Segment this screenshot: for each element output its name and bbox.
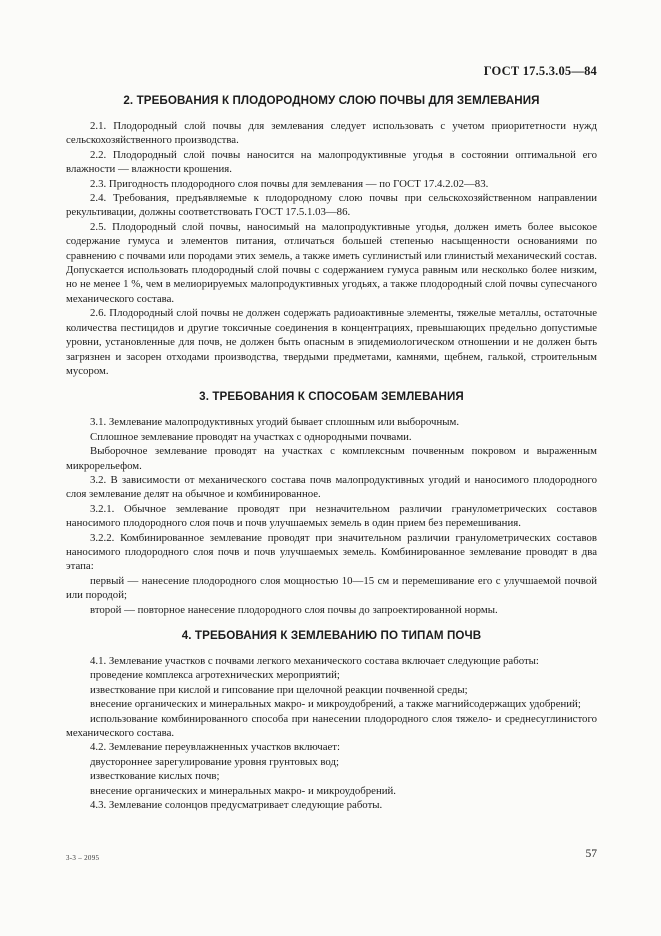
document-code: ГОСТ 17.5.3.05—84	[483, 64, 597, 78]
section-4-title: 4. ТРЕБОВАНИЯ К ЗЕМЛЕВАНИЮ ПО ТИПАМ ПОЧВ	[181, 629, 482, 642]
section-2-title: 2. ТРЕБОВАНИЯ К ПЛОДОРОДНОМУ СЛОЮ ПОЧВЫ ДЛЯ ЗЕМЛЕВАНИЯ	[123, 94, 540, 107]
document-page	[66, 0, 597, 936]
paragraph-2-6: 2.6. Плодородный слой почвы не должен содержать радиоактивные элементы, тяжелые металлы, остаточные количества пестицидов и другие токсичные соединения в концентрациях, превышающих предельно допустимые уровни, установленные для почв, не должен быть опасным в эпидемиологическом отношении и не должен быть загрязнен и засорен отходами производства, твердыми предметами, камнями, щебнем, галькой, строительным мусором.	[66, 307, 597, 377]
paragraph-3-1: 3.1. Землевание малопродуктивных угодий бывает сплошным или выборочным.	[90, 416, 460, 429]
list-item: внесение органических и минеральных макро- и микроудобрений, а также магнийсодержащих удобрений;	[90, 698, 581, 711]
paragraph-3-2-2: 3.2.2. Комбинированное землевание проводят при значительном различии гранулометрических составов наносимого плодородного слоя почв и почв улучшаемых земель. Комбинированное землевание проводят в два этапа:	[66, 531, 597, 573]
list-item: использование комбинированного способа при нанесении плодородного слоя тяжело- и среднесуглинистого механического состава.	[66, 712, 597, 740]
list-item: проведение комплекса агротехнических мероприятий;	[90, 669, 340, 682]
print-order-code: 3-3 – 2095	[66, 854, 100, 862]
section-3-title: 3. ТРЕБОВАНИЯ К СПОСОБАМ ЗЕМЛЕВАНИЯ	[199, 390, 464, 404]
paragraph-3-2: 3.2. В зависимости от механического состава почв малопродуктивных угодий и наносимого плодородного слоя землевание делят на обычное и комбинированное.	[66, 473, 597, 501]
list-item: внесение органических и минеральных макро- и микроудобрений.	[90, 784, 396, 797]
section-3	[66, 388, 597, 617]
paragraph-3-2-2-first: первый — нанесение плодородного слоя мощностью 10—15 см и перемешивание его с улучшаемой почвой или породой;	[66, 574, 597, 602]
list-item: известкование кислых почв;	[90, 770, 220, 783]
paragraph-4-2: 4.2. Землевание переувлажненных участков включает:	[90, 741, 341, 754]
list-item: известкование при кислой и гипсование при щелочной реакции почвенной среды;	[90, 683, 468, 696]
paragraph-2-2: 2.2. Плодородный слой почвы наносится на малопродуктивные угодья в состоянии оптимальной его влажности — влажности крошения.	[66, 148, 597, 176]
document-body	[66, 92, 597, 812]
paragraph-2-5: 2.5. Плодородный слой почвы, наносимый на малопродуктивные угодья, должен иметь более высокое содержание гумуса и элементов питания, отличаться большей степенью насыщенности основаниями по сравнению с почвами или породами этих земель, а также иметь суглинистый или глинистый механический состав. Допускается использовать плодородный слой почвы с содержанием гумуса равным или несколько более низким, но не менее 1 %, чем в мелиорируемых малопродуктивных угодьях, а также плодородный слой почвы супесчаного механического состава.	[66, 220, 597, 305]
paragraph-2-3: 2.3. Пригодность плодородного слоя почвы для землевания — по ГОСТ 17.4.2.02—83.	[90, 177, 489, 190]
paragraph-4-3: 4.3. Землевание солонцов предусматривает следующие работы.	[90, 799, 383, 812]
page-number: 57	[585, 848, 597, 860]
paragraph-2-4: 2.4. Требования, предъявляемые к плодородному слою почвы при сельскохозяйственном направлении рекультивации, должны соответствовать ГОСТ 17.5.1.03—86.	[66, 192, 597, 219]
paragraph-3-1-selective: Выборочное землевание проводят на участках с комплексным почвенным покровом и выраженным микрорельефом.	[66, 445, 597, 472]
paragraph-3-2-1: 3.2.1. Обычное землевание проводят при незначительном различии гранулометрических составов наносимого плодородного слоя почв и почв улучшаемых земель в один прием без перемешивания.	[66, 502, 597, 530]
paragraph-3-2-2-second: второй — повторное нанесение плодородного слоя почвы до запроектированной нормы.	[90, 603, 498, 616]
paragraph-2-1: 2.1. Плодородный слой почвы для землевания следует использовать с учетом приоритетности нужд сельскохозяйственного производства.	[66, 120, 597, 147]
paragraph-3-1-solid: Сплошное землевание проводят на участках с однородными почвами.	[90, 430, 412, 443]
section-4	[66, 627, 597, 812]
paragraph-4-1: 4.1. Землевание участков с почвами легкого механического состава включает следующие работы:	[90, 655, 539, 667]
section-2	[66, 92, 597, 378]
list-item: двустороннее зарегулирование уровня грунтовых вод;	[90, 755, 340, 768]
